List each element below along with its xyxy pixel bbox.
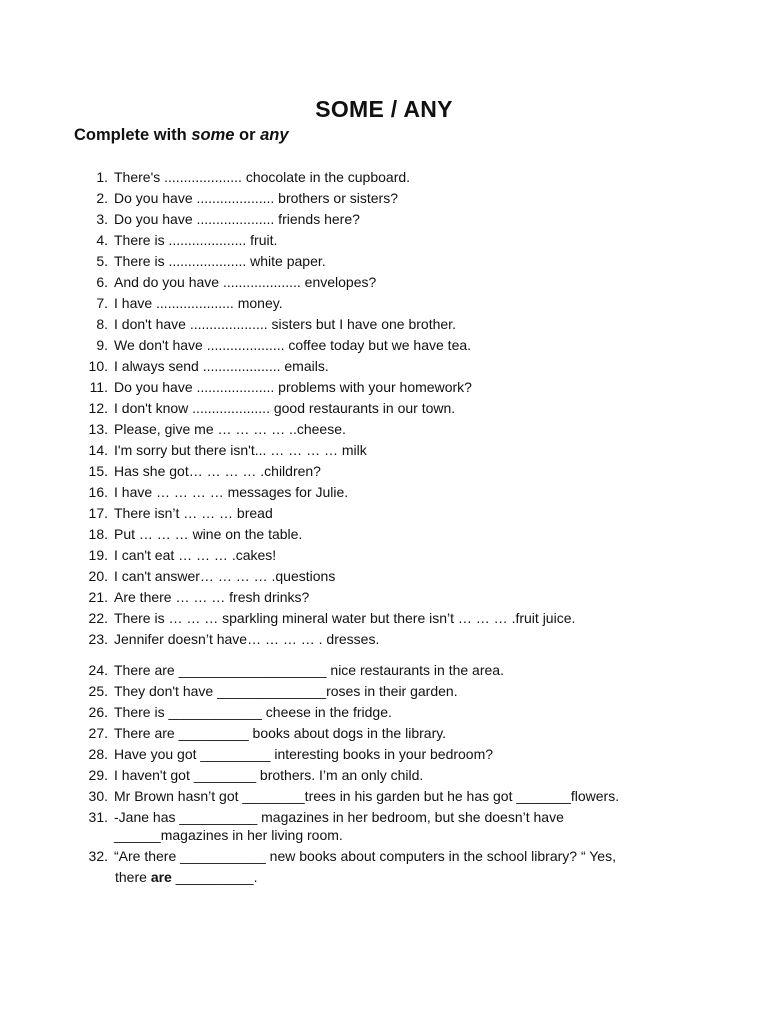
item-text: I can't answer… … … … .questions (114, 568, 336, 584)
item-text: ______magazines in her living room. (114, 827, 343, 843)
item-number: 20. (88, 568, 108, 584)
item-text: There isn’t … … … bread (114, 505, 273, 521)
item-text: I always send .................... emails. (114, 358, 329, 374)
item-text: Are there … … … fresh drinks? (114, 589, 310, 605)
item-number: 14. (88, 442, 108, 458)
item-number: 21. (88, 589, 108, 605)
item-number: 26. (88, 704, 108, 720)
item-text: There is ____________ cheese in the fridge. (114, 704, 392, 720)
item-number: 27. (88, 725, 108, 741)
item-text: I'm sorry but there isn't... … … … … milk (114, 442, 367, 458)
item-text: There are _________ books about dogs in the library. (114, 725, 447, 741)
item-text: Do you have .................... problems with your homework? (114, 379, 472, 395)
item-text: They don't have ______________roses in their garden. (114, 683, 458, 699)
last-line-after: __________. (171, 869, 258, 885)
item-number: 25. (88, 683, 108, 699)
item-text: I don't know .................... good restaurants in our town. (114, 400, 456, 416)
item-number: 29. (88, 767, 108, 783)
instruction-some: some (191, 126, 235, 144)
item-number: 5. (96, 253, 108, 269)
item-text: I have .................... money. (114, 295, 283, 311)
item-text: There's .................... chocolate in the cupboard. (114, 169, 411, 185)
item-number: 32. (88, 848, 108, 864)
item-text: There is .................... white paper. (114, 253, 326, 269)
item-number: 3. (96, 211, 108, 227)
item-text: There are ___________________ nice restaurants in the area. (114, 662, 504, 678)
instruction-any: any (260, 126, 289, 144)
item-text: “Are there ___________ new books about computers in the school library? “ Yes, (114, 848, 616, 864)
item-number: 30. (88, 788, 108, 804)
last-line-bold: are (150, 869, 172, 885)
item-text: Has she got… … … … .children? (114, 463, 321, 479)
item-number: 16. (88, 484, 108, 500)
item-number: 7. (96, 295, 108, 311)
item-text: Put … … … wine on the table. (114, 526, 303, 542)
item-number: 24. (88, 662, 108, 678)
item-text: And do you have .................... envelopes? (114, 274, 377, 290)
item-number: 28. (88, 746, 108, 762)
item-text: I haven't got ________ brothers. I’m an only child. (114, 767, 424, 783)
instruction-prefix: Complete with (74, 126, 192, 144)
item-number: 19. (88, 547, 108, 563)
item-number: 15. (88, 463, 108, 479)
item-number: 9. (96, 337, 108, 353)
item-number: 10. (88, 358, 108, 374)
item-text: I can't eat … … … .cakes! (114, 547, 277, 563)
item-number: 8. (96, 316, 108, 332)
item-text: I don't have .................... sisters but I have one brother. (114, 316, 456, 332)
item-number: 4. (96, 232, 108, 248)
item-number: 22. (88, 610, 108, 626)
item-number: 11. (89, 379, 108, 395)
item-number: 13. (88, 421, 108, 437)
page-title: SOME / ANY (315, 96, 453, 122)
item-number: 2. (96, 190, 108, 206)
last-line-before: there (115, 869, 151, 885)
item-text: There is … … … sparkling mineral water but there isn’t … … … .fruit juice. (114, 610, 576, 626)
item-text: Mr Brown hasn’t got ________trees in his garden but he has got _______flowers. (114, 788, 620, 804)
item-text: Do you have .................... friends here? (114, 211, 360, 227)
instruction-middle: or (234, 126, 261, 144)
item-text: There is .................... fruit. (114, 232, 278, 248)
item-text: I have … … … … messages for Julie. (114, 484, 349, 500)
item-number: 18. (88, 526, 108, 542)
item-text: -Jane has __________ magazines in her bedroom, but she doesn’t have (114, 809, 564, 825)
item-text: Jennifer doesn’t have… … … … . dresses. (114, 631, 380, 647)
item-number: 17. (88, 505, 108, 521)
item-number: 6. (96, 274, 108, 290)
item-text: Have you got _________ interesting books in your bedroom? (114, 746, 494, 762)
item-number: 1. (96, 169, 108, 185)
item-text: We don't have .................... coffee today but we have tea. (114, 337, 472, 353)
item-number: 23. (88, 631, 108, 647)
item-text: Do you have .................... brothers or sisters? (114, 190, 398, 206)
item-number: 31. (88, 809, 108, 825)
item-text: Please, give me … … … … ..cheese. (114, 421, 346, 437)
item-number: 12. (88, 400, 108, 416)
